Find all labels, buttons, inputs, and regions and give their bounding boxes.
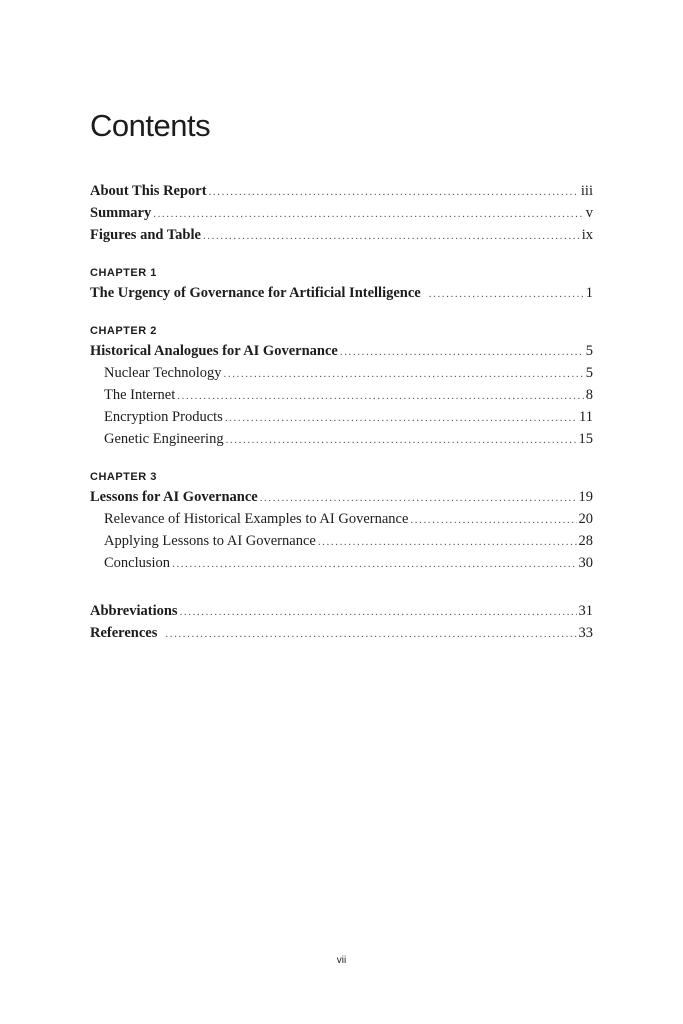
toc-page-number: 5 [585, 365, 593, 381]
chapter-2-label: CHAPTER 2 [90, 325, 157, 337]
toc-entry-label: The Internet [104, 387, 176, 403]
toc-page-number: iii [580, 183, 593, 199]
toc-entry-label: Encryption Products [104, 409, 223, 425]
toc-entry-the-internet[interactable] [90, 384, 593, 406]
toc-page-number: 20 [578, 511, 593, 527]
dot-leader [165, 623, 576, 645]
toc-entry-label: Genetic Engineering [104, 431, 224, 447]
toc-page-number: 19 [578, 489, 593, 505]
table-of-contents [90, 180, 593, 644]
toc-entry-label: Abbreviations [90, 603, 178, 619]
chapter-1-label: CHAPTER 1 [90, 267, 157, 279]
dot-leader [260, 487, 577, 509]
toc-entry-chapter-1[interactable] [90, 282, 593, 304]
toc-entry-genetic-engineering[interactable] [90, 428, 593, 450]
page-title: Contents [90, 108, 211, 143]
toc-page-number: 15 [578, 431, 593, 447]
toc-entry-label: References [90, 625, 158, 641]
dot-leader [410, 509, 576, 531]
toc-entry-label: Conclusion [104, 555, 171, 571]
toc-entry-nuclear-technology[interactable] [90, 362, 593, 384]
spacer [90, 246, 593, 264]
page-folio: vii [336, 955, 347, 966]
toc-entry-conclusion[interactable] [90, 552, 593, 574]
dot-leader [180, 601, 577, 623]
toc-entry-applying-lessons[interactable] [90, 530, 593, 552]
toc-entry-label: Nuclear Technology [104, 365, 222, 381]
chapter-3-label: CHAPTER 3 [90, 471, 157, 483]
dot-leader [153, 203, 584, 225]
dot-leader [318, 531, 577, 553]
toc-entry-label: Figures and Table [90, 227, 201, 243]
dot-leader [172, 553, 576, 575]
toc-entry-label: Applying Lessons to AI Governance [104, 533, 316, 549]
toc-entry-about-this-report[interactable] [90, 180, 593, 202]
toc-entry-label: Historical Analogues for AI Governance [90, 343, 338, 359]
dot-leader [203, 225, 580, 247]
dot-leader [224, 363, 584, 385]
spacer [90, 304, 593, 322]
toc-page-number: 8 [585, 387, 593, 403]
toc-page-number: 28 [578, 533, 593, 549]
dot-leader [340, 341, 584, 363]
toc-entry-figures-and-table[interactable] [90, 224, 593, 246]
dot-leader [209, 181, 579, 203]
dot-leader [225, 407, 577, 429]
toc-page-number: 5 [585, 343, 593, 359]
toc-entry-label: About This Report [90, 183, 207, 199]
toc-page-number: 30 [578, 555, 593, 571]
spacer [90, 574, 593, 600]
dot-leader [429, 283, 584, 305]
dot-leader [226, 429, 577, 451]
toc-entry-relevance-of-historical-examples[interactable] [90, 508, 593, 530]
dot-leader [177, 385, 583, 407]
toc-page-number: 33 [578, 625, 593, 641]
toc-page-number: ix [581, 227, 593, 243]
toc-entry-abbreviations[interactable] [90, 600, 593, 622]
toc-entry-label: Relevance of Historical Examples to AI Governance [104, 511, 409, 527]
toc-entry-label: Summary [90, 205, 152, 221]
toc-page-number: 11 [579, 409, 593, 425]
toc-page-number: v [585, 205, 593, 221]
toc-page-number: 1 [585, 285, 593, 301]
toc-entry-chapter-2[interactable] [90, 340, 593, 362]
toc-entry-references[interactable] [90, 622, 593, 644]
toc-page-number: 31 [578, 603, 593, 619]
toc-entry-label: The Urgency of Governance for Artificial Intelligence [90, 285, 421, 301]
toc-entry-chapter-3[interactable] [90, 486, 593, 508]
toc-entry-label: Lessons for AI Governance [90, 489, 258, 505]
spacer [90, 450, 593, 468]
toc-entry-summary[interactable] [90, 202, 593, 224]
toc-entry-encryption-products[interactable] [90, 406, 593, 428]
